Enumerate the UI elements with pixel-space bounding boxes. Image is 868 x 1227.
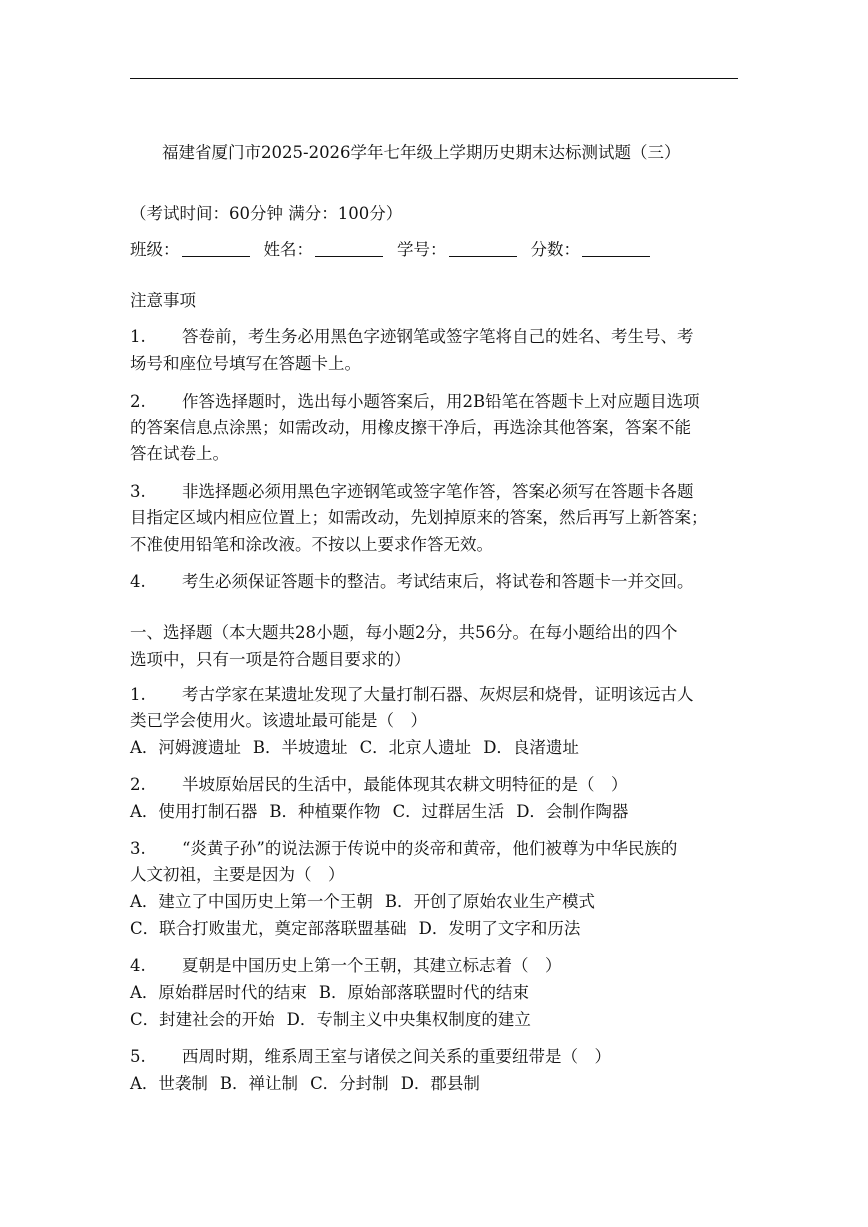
option-a[interactable]: A．建立了中国历史上第一个王朝 xyxy=(130,892,373,911)
option-b[interactable]: B．种植粟作物 xyxy=(269,802,381,821)
notice-item: 2. 作答选择题时，选出每小题答案后，用2B铅笔在答题卡上对应题目选项 xyxy=(130,392,700,411)
section-heading: 一、选择题（本大题共28小题，每小题2分，共56分。在每小题给出的四个 xyxy=(130,623,678,642)
option-row xyxy=(130,891,607,913)
option-row xyxy=(130,737,591,759)
notice-line: 场号和座位号填写在答题卡上。 xyxy=(130,354,361,373)
option-c[interactable]: C．北京人遗址 xyxy=(359,738,472,757)
class-blank[interactable] xyxy=(182,240,250,257)
option-d[interactable]: D．郡县制 xyxy=(400,1074,480,1093)
notice-title: 注意事项 xyxy=(130,291,196,310)
notice-line: 目指定区域内相应位置上；如需改动，先划掉原来的答案，然后再写上新答案； xyxy=(130,508,708,527)
option-b[interactable]: B．开创了原始农业生产模式 xyxy=(384,892,596,911)
exam-info: （考试时间：60分钟 满分：100分） xyxy=(130,204,403,223)
option-d[interactable]: D．会制作陶器 xyxy=(516,802,629,821)
student-id-field: 学号： xyxy=(397,239,531,261)
question-stem: 4. 夏朝是中国历史上第一个王朝，其建立标志着（ ） xyxy=(130,956,562,975)
option-row xyxy=(130,801,640,823)
student-info-row xyxy=(130,239,664,261)
score-field: 分数： xyxy=(531,239,665,261)
question-stem: 3. “炎黄子孙”的说法源于传说中的炎帝和黄帝，他们被尊为中华民族的 xyxy=(130,839,678,858)
student-id-blank[interactable] xyxy=(449,240,517,257)
option-d[interactable]: D．发明了文字和历法 xyxy=(418,919,581,938)
notice-line: 不准使用铅笔和涂改液。不按以上要求作答无效。 xyxy=(130,535,493,554)
option-d[interactable]: D．专制主义中央集权制度的建立 xyxy=(286,1010,531,1029)
question-stem: 5. 西周时期，维系周王室与诸侯之间关系的重要纽带是（ ） xyxy=(130,1047,611,1066)
score-blank[interactable] xyxy=(582,240,650,257)
question-stem-line: 人文初祖，主要是因为（ ） xyxy=(130,865,345,884)
option-b[interactable]: B．原始部落联盟时代的结束 xyxy=(318,983,530,1002)
option-a[interactable]: A．使用打制石器 xyxy=(130,802,258,821)
header-rule xyxy=(130,78,738,79)
option-row xyxy=(130,918,592,940)
class-field: 班级： xyxy=(130,239,264,261)
notice-line: 答在试卷上。 xyxy=(130,444,229,463)
question-stem: 2. 半坡原始居民的生活中，最能体现其农耕文明特征的是（ ） xyxy=(130,775,628,794)
notice-line: 的答案信息点涂黑；如需改动，用橡皮擦干净后，再选涂其他答案，答案不能 xyxy=(130,418,691,437)
option-row xyxy=(130,982,541,1004)
option-a[interactable]: A．世袭制 xyxy=(130,1074,208,1093)
notice-item: 1. 答卷前，考生务必用黑色字迹钢笔或签字笔将自己的姓名、考生号、考 xyxy=(130,327,694,346)
option-d[interactable]: D．良渚遗址 xyxy=(483,738,579,757)
exam-title: 福建省厦门市2025-2026学年七年级上学期历史期末达标测试题（三） xyxy=(162,143,681,162)
option-a[interactable]: A．原始群居时代的结束 xyxy=(130,983,307,1002)
option-a[interactable]: A．河姆渡遗址 xyxy=(130,738,241,757)
section-heading-line: 选项中，只有一项是符合题目要求的） xyxy=(130,650,411,669)
option-b[interactable]: B．禅让制 xyxy=(219,1074,299,1093)
option-c[interactable]: C．过群居生活 xyxy=(392,802,505,821)
question-stem: 1. 考古学家在某遗址发现了大量打制石器、灰烬层和烧骨，证明该远古人 xyxy=(130,685,694,704)
option-c[interactable]: C．联合打败蚩尤，奠定部落联盟基础 xyxy=(130,919,407,938)
option-row xyxy=(130,1009,543,1031)
option-b[interactable]: B．半坡遗址 xyxy=(252,738,348,757)
question-stem-line: 类已学会使用火。该遗址最可能是（ ） xyxy=(130,711,427,730)
notice-item: 4. 考生必须保证答题卡的整洁。考试结束后，将试卷和答题卡一并交回。 xyxy=(130,572,694,591)
option-row xyxy=(130,1073,492,1095)
notice-item: 3. 非选择题必须用黑色字迹钢笔或签字笔作答，答案必须写在答题卡各题 xyxy=(130,482,694,501)
option-c[interactable]: C．封建社会的开始 xyxy=(130,1010,275,1029)
name-field: 姓名： xyxy=(264,239,398,261)
option-c[interactable]: C．分封制 xyxy=(310,1074,389,1093)
name-blank[interactable] xyxy=(315,240,383,257)
